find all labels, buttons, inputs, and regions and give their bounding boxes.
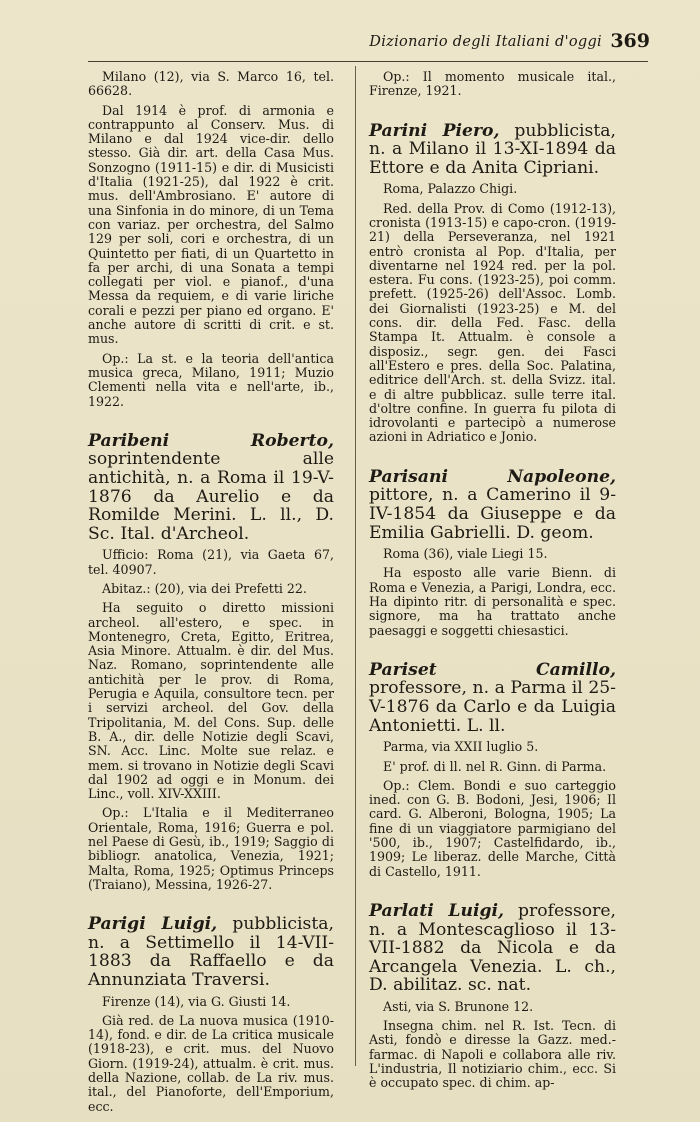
entry-body: Ha esposto alle varie Bienn. di Roma e Venezia, a Parigi, Londra, ecc. Ha dipinto ritr. di personalità e spec. signore, ma ha trattato anche paesaggi e soggetti chiesastici. [369, 565, 616, 638]
entry-heading-text: pubblicista, n. a Settimello il 14-VII-1883 da Raffaello e da Annunziata Traversi. [88, 914, 334, 990]
entry-name: Parini Piero, [369, 120, 500, 141]
entry-heading-text: pittore, n. a Camerino il 9-IV-1854 da Giuseppe e da Emilia Gabrielli. D. geom. [369, 485, 616, 543]
entry-heading-parlati [369, 902, 616, 995]
entry-home: Abitaz.: (20), via dei Prefetti 22. [102, 580, 307, 596]
entry-heading-paribeni [88, 432, 334, 544]
entry-heading-pariset [369, 661, 616, 735]
running-title: Dizionario degli Italiani d'oggi [369, 34, 602, 50]
entry-name: Parisani Napoleone, [369, 466, 616, 487]
cont-works: Op.: Il momento musicale ital., Firenze, 1921. [369, 69, 616, 99]
cont-body: Dal 1914 è prof. di armonia e contrappunto al Conserv. Mus. di Milano e dal 1924 vice-dir. dello stesso. Già dir. art. della Casa Mus. Sonzogno (1911-15) e dir. di Musicisti d'Italia (1921-25), dal 1922 è crit. mus. dell'Ambrosiano. E' autore di una Sinfonia in do minore, di un Tema con variaz. per orchestra, del Salmo 129 per soli, cori e orchestra, di un Quintetto per fiati, di un Quartetto in fa per archi, di una Sonata a tempi collegati per viol. e pianof., d'una Messa da requiem, e di varie liriche corali e pezzi per piano ed organo. E' anche autore di scritti di crit. e st. mus. [88, 102, 334, 347]
cont-works: Op.: La st. e la teoria dell'antica musica greca, Milano, 1911; Muzio Clementi nella vita e nell'arte, ib., 1922. [88, 350, 334, 409]
entry-works: Op.: Clem. Bondi e suo carteggio ined. con G. B. Bodoni, Jesi, 1906; Il card. G. Alberoni, Bologna, 1905; La fine di un viaggiatore parmigiano del '500, ib., 1907; Castelfidardo, ib., 1909; Le liberaz. delle Marche, Città di Castello, 1911. [369, 777, 616, 879]
column-divider [355, 66, 356, 1066]
entry-heading-parisani [369, 468, 616, 542]
entry-heading-parigi [88, 915, 334, 989]
entry-office: Ufficio: Roma (21), via Gaeta 67, tel. 40907. [88, 547, 334, 577]
entry-address: Parma, via XXII luglio 5. [383, 739, 539, 755]
entry-address: Roma (36), viale Liegi 15. [383, 546, 548, 562]
entry-works: Op.: L'Italia e il Mediterraneo Orientale, Roma, 1916; Guerra e pol. nel Paese di Gesù, ib., 1919; Saggio di bibliogr. anatolica, Venezia, 1921; Malta, Roma, 1925; Optimus Princeps (Traiano), Messina, 1926-27. [88, 805, 334, 892]
entry-heading-text: professore, n. a Parma il 25-V-1876 da Carlo e da Luigia Antonietti. L. ll. [369, 678, 616, 736]
entry-address: Roma, Palazzo Chigi. [383, 181, 518, 197]
right-column [369, 70, 616, 1096]
entry-name: Paribeni Roberto, [88, 430, 334, 451]
entry-body: Red. della Prov. di Como (1912-13), cronista (1913-15) e capo-cron. (1919-21) della Perseveranza, nel 1921 entrò cronista al Pop. d'Italia, per diventarne nel 1924 red. per la pol. estera. Fu cons. (1923-25), poi comm. prefett. (1925-26) dell'Assoc. Lomb. dei Giornalisti (1923-25) e M. del cons. dir. della Fed. Fasc. della Stampa It. Attualm. è console a disposiz., segr. gen. dei Fasci all'Estero e pres. della Soc. Palatina, editrice dell'Arch. st. della Svizz. ital. e di altre pubblicaz. sulle terre ital. d'oltre confine. In guerra fu pilota di idrovolanti e partecipò a numerose azioni in Adriatico e Jonio. [369, 200, 616, 445]
header-rule [88, 61, 648, 62]
entry-heading-text: soprintendente alle antichità, n. a Roma il 19-V-1876 da Aurelio e da Romilde Merini. L. ll., D. Sc. Ital. d'Archeol. [88, 449, 334, 544]
entry-body: Insegna chim. nel R. Ist. Tecn. di Asti, fondò e diresse la Gazz. med.-farmac. di Napoli e collabora alle riv. L'industria, Il notiziario chim., ecc. Si è occupato spec. di chim. ap- [369, 1018, 616, 1091]
left-column [88, 70, 334, 1119]
entry-name: Parigi Luigi, [88, 914, 218, 935]
page-number: 369 [610, 30, 650, 52]
entry-name: Pariset Camillo, [369, 659, 616, 680]
entry-body: Ha seguito o diretto missioni archeol. all'estero, e spec. in Montenegro, Creta, Egitto, Eritrea, Asia Minore. Attualm. è dir. del Mus. Naz. Romano, soprintendente alle antichità per le prov. di Roma, Perugia e Aquila, consultore tecn. per i servizi archeol. del Gov. della Tripolitania, M. del Cons. Sup. delle B. A., dir. delle Notizie degli Scavi, SN. Acc. Linc. Molte sue relaz. e mem. si trovano in Notizie degli Scavi dal 1902 ad oggi e in Monum. dei Linc., voll. XIV-XXIII. [88, 600, 334, 802]
entry-address: Firenze (14), via G. Giusti 14. [102, 993, 291, 1009]
cont-address: Milano (12), via S. Marco 16, tel. 66628. [88, 69, 334, 99]
entry-body: Già red. de La nuova musica (1910-14), fond. e dir. de La critica musicale (1918-23), e crit. mus. del Nuovo Giorn. (1919-24), attualm. è crit. mus. della Nazione, collab. de La riv. mus. ital., del Pianoforte, dell'Emporium, ecc. [88, 1012, 334, 1114]
entry-heading-text: professore, n. a Montescaglioso il 13-VII-1882 da Nicola e da Arcangela Venezia. L. ch., D. abilitaz. sc. nat. [369, 900, 616, 996]
entry-address: Asti, via S. Brunone 12. [383, 998, 534, 1014]
running-header [0, 30, 700, 58]
entry-heading-text: pubblicista, n. a Milano il 13-XI-1894 da Ettore e da Anita Cipriani. [369, 120, 616, 178]
entry-body: E' prof. di ll. nel R. Ginn. di Parma. [383, 758, 607, 774]
entry-heading-parini [369, 122, 616, 178]
entry-name: Parlati Luigi, [369, 900, 504, 921]
